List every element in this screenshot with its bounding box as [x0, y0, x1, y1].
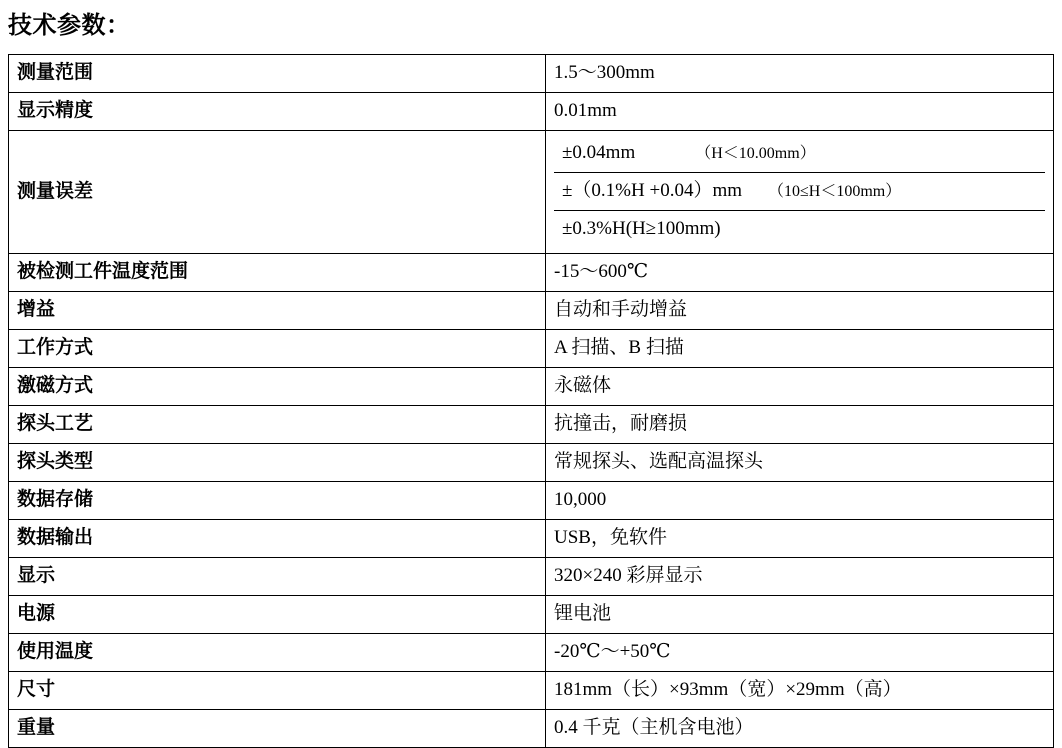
table-row	[9, 634, 1054, 672]
row-value: 常规探头、选配高温探头	[546, 444, 1054, 482]
measurement-error-row	[554, 135, 1045, 173]
measurement-error-row	[554, 173, 1045, 211]
row-value: 锂电池	[546, 596, 1054, 634]
row-label: 探头类型	[9, 444, 546, 482]
error-note: （10≤H＜100mm）	[768, 183, 902, 201]
row-value: A 扫描、B 扫描	[546, 330, 1054, 368]
row-value: 自动和手动增益	[546, 292, 1054, 330]
error-value: ±（0.1%H +0.04）mm	[562, 180, 742, 202]
row-value-group	[546, 131, 1054, 254]
row-label: 被检测工件温度范围	[9, 254, 546, 292]
row-value: -20℃～+50℃	[546, 634, 1054, 672]
table-row	[9, 292, 1054, 330]
row-label: 电源	[9, 596, 546, 634]
row-value: 10,000	[546, 482, 1054, 520]
row-value: 0.4 千克（主机含电池）	[546, 710, 1054, 748]
row-value: 抗撞击，耐磨损	[546, 406, 1054, 444]
table-row	[9, 330, 1054, 368]
error-note: （H＜10.00mm）	[695, 145, 816, 163]
table-row	[9, 254, 1054, 292]
table-row	[9, 558, 1054, 596]
row-label: 激磁方式	[9, 368, 546, 406]
measurement-error-cell	[554, 173, 1045, 211]
table-row	[9, 444, 1054, 482]
row-value: 0.01mm	[546, 93, 1054, 131]
table-row	[9, 710, 1054, 748]
row-label: 测量误差	[9, 131, 546, 254]
table-row	[9, 482, 1054, 520]
measurement-error-table	[554, 135, 1045, 248]
row-label: 探头工艺	[9, 406, 546, 444]
row-value: 1.5～300mm	[546, 55, 1054, 93]
row-label: 使用温度	[9, 634, 546, 672]
row-value: -15～600℃	[546, 254, 1054, 292]
row-label: 增益	[9, 292, 546, 330]
row-label: 测量范围	[9, 55, 546, 93]
table-row	[9, 93, 1054, 131]
table-row	[9, 672, 1054, 710]
row-value: 181mm（长）×93mm（宽）×29mm（高）	[546, 672, 1054, 710]
error-value: ±0.04mm	[562, 142, 636, 164]
row-label: 数据存储	[9, 482, 546, 520]
measurement-error-row	[554, 211, 1045, 249]
table-row	[9, 368, 1054, 406]
table-row-measurement-error	[9, 131, 1054, 254]
page-title: 技术参数：	[8, 13, 131, 39]
row-value: 永磁体	[546, 368, 1054, 406]
row-label: 工作方式	[9, 330, 546, 368]
row-value: USB，免软件	[546, 520, 1054, 558]
row-label: 尺寸	[9, 672, 546, 710]
table-row	[9, 406, 1054, 444]
row-label: 显示	[9, 558, 546, 596]
row-label: 显示精度	[9, 93, 546, 131]
row-label: 重量	[9, 710, 546, 748]
row-label: 数据输出	[9, 520, 546, 558]
measurement-error-cell	[554, 135, 1045, 173]
table-row	[9, 596, 1054, 634]
error-value: ±0.3%H(H≥100mm)	[562, 218, 721, 240]
spec-table	[8, 54, 1054, 748]
table-row	[9, 520, 1054, 558]
measurement-error-cell	[554, 211, 1045, 249]
table-row	[9, 55, 1054, 93]
row-value: 320×240 彩屏显示	[546, 558, 1054, 596]
